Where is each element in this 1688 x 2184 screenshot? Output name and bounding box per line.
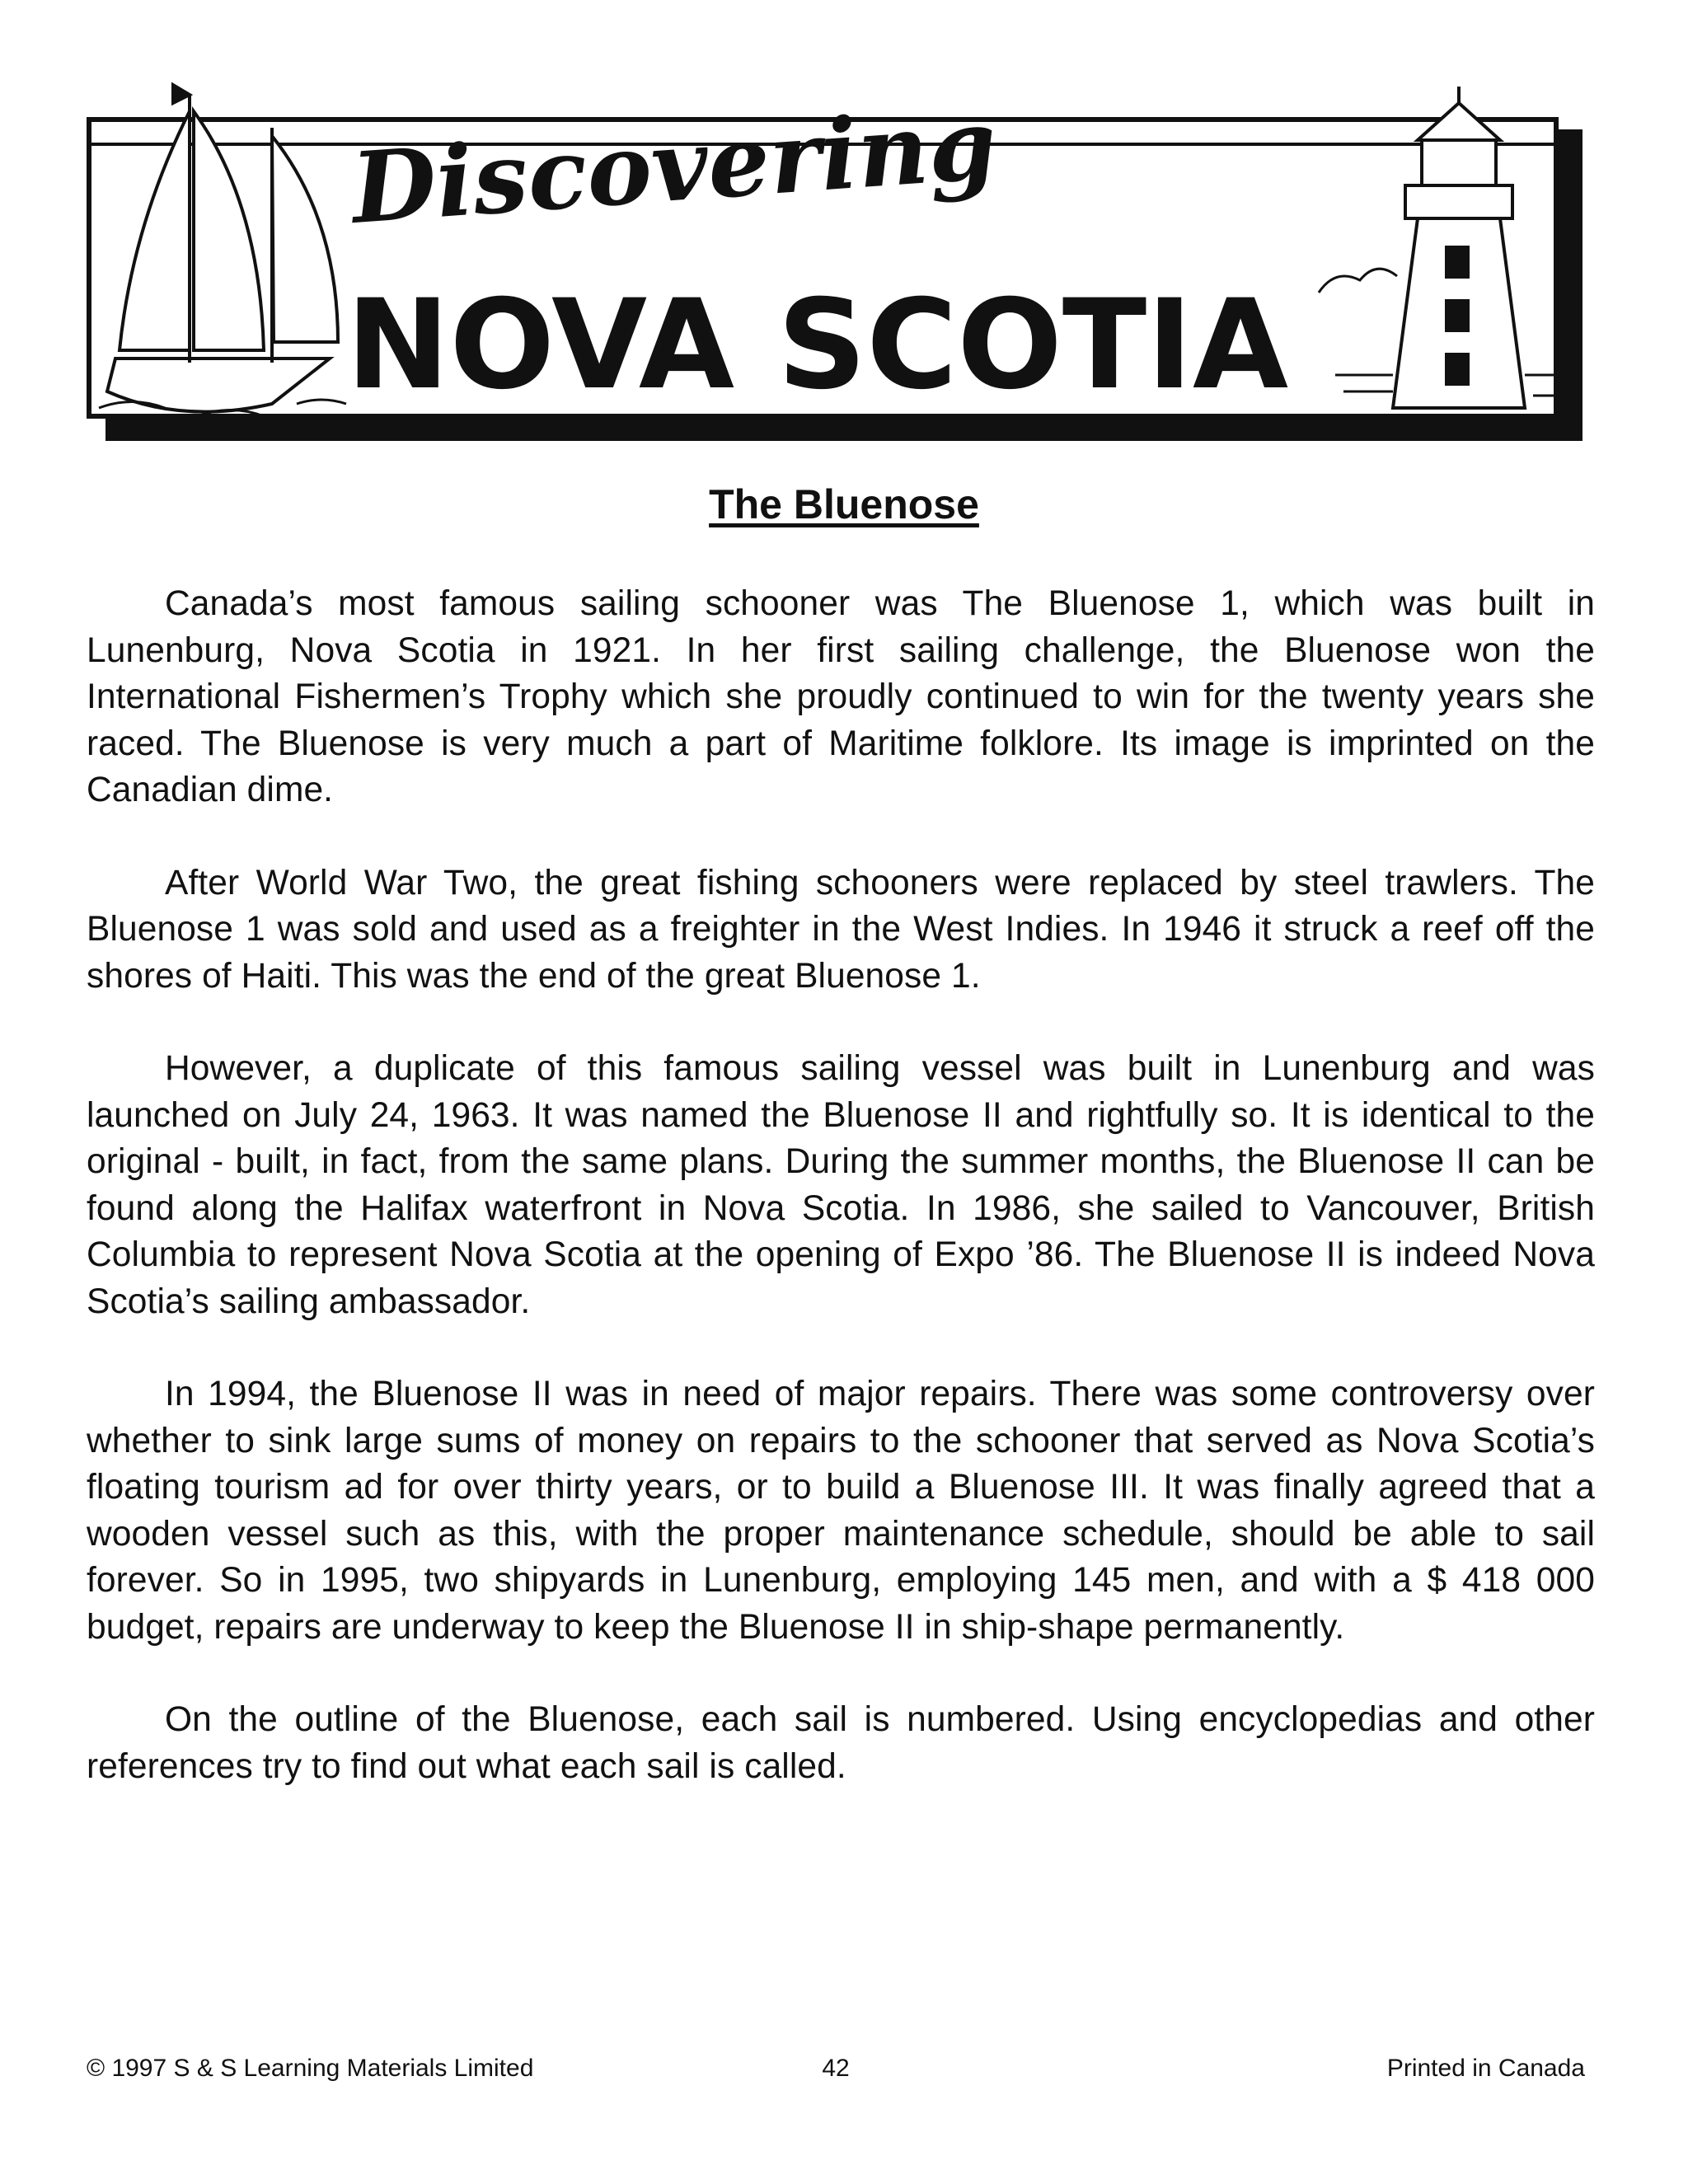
paragraph-2: After World War Two, the great fishing schooners were replaced by steel trawlers. The Bluenose 1 was sold and used as a freighter in the West Indies. In 1946 it struck a reef off the shores of Haiti. This was the end of the great Bluenose 1. (87, 863, 1595, 996)
header-banner (82, 78, 1591, 449)
footer-copyright: © 1997 S & S Learning Materials Limited (87, 2055, 534, 2082)
banner-word-discovering: Discovering (348, 86, 1001, 246)
page-footer (87, 2055, 1585, 2083)
paragraph-5: On the outline of the Bluenose, each sail is numbered. Using encyclopedias and other references try to find out what each sail is called. (87, 1700, 1595, 1786)
paragraph-4: In 1994, the Bluenose II was in need of major repairs. There was some controversy over whether to sink large sums of money on repairs to the schooner that served as Nova Scotia’s floating tourism ad for over thirty years, or to build a Bluenose III. It was finally agreed that a wooden vessel such as this, with the proper maintenance schedule, should be able to sail forever. So in 1995, two shipyards in Lunenburg, employing 145 men, and with a $ 418 000 budget, repairs are underway to keep the Bluenose II in ship-shape permanently. (87, 1375, 1595, 1647)
footer-page-number: 42 (822, 2055, 850, 2082)
paragraph-3: However, a duplicate of this famous sailing vessel was built in Lunenburg and was launched on July 24, 1963. It was named the Bluenose II and rightfully so. It is identical to the original - built, in fact, from the same plans. During the summer months, the Bluenose II can be found along the Halifax waterfront in Nova Scotia. In 1986, she sailed to Vancouver, British Columbia to represent Nova Scotia at the opening of Expo ’86. The Bluenose II is indeed Nova Scotia’s sailing ambassador. (87, 1049, 1595, 1321)
banner-word-title: NOVA SCOTIA (346, 274, 1289, 417)
article-body (87, 581, 1595, 1836)
footer-printed: Printed in Canada (1386, 2055, 1585, 2082)
banner-artwork (82, 78, 1591, 449)
page-title: The Bluenose (709, 481, 979, 527)
paragraph-1: Canada’s most famous sailing schooner was The Bluenose 1, which was built in Lunenburg, Nova Scotia in 1921. In her first sailing challenge, the Bluenose won the International Fishermen’s Trophy which she proudly continued to win for the twenty years she raced. The Bluenose is very much a part of Maritime folklore. Its image is imprinted on the Canadian dime. (87, 584, 1595, 809)
